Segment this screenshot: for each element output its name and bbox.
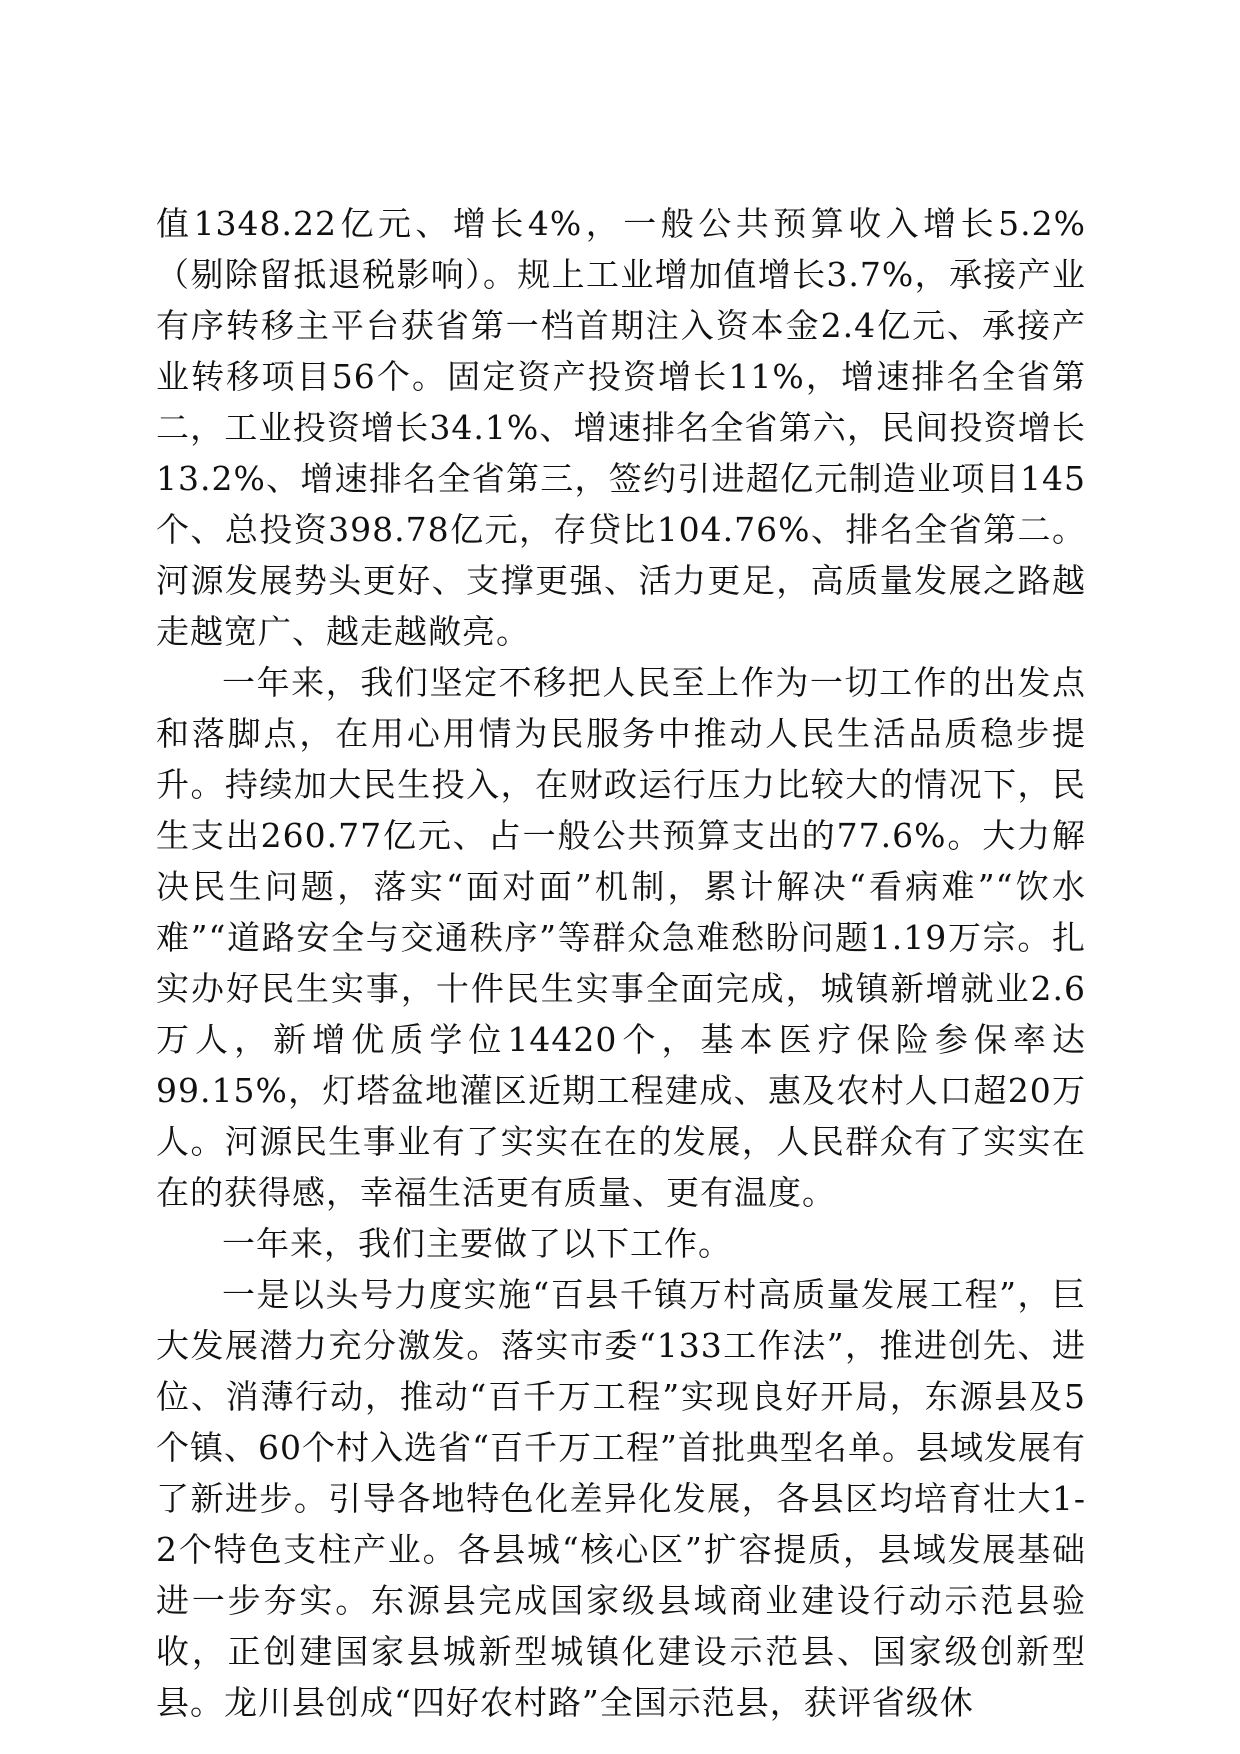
paragraph-first-task: 一是以头号力度实施“百县千镇万村高质量发展工程”，巨大发展潜力充分激发。落实市委“133工作法”，推进创先、进位、消薄行动，推动“百千万工程”实现良好开局，东源县及5个镇、60个村入选省“百千万工程”首批典型名单。县域发展有了新进步。引导各地特色化差异化发展，各县区均培育壮大1-2个特色支柱产业。各县城“核心区”扩容提质，县域发展基础进一步夯实。东源县完成国家级县域商业建设行动示范县验收，正创建国家县城新型城镇化建设示范县、国家级创新型县。龙川县创成“四好农村路”全国示范县，获评省级休 — [156, 1275, 1086, 1722]
paragraph-work-intro: 一年来，我们主要做了以下工作。 — [222, 1224, 732, 1263]
paragraph-economy-summary: 值1348.22亿元、增长4%，一般公共预算收入增长5.2%（剔除留抵退税影响）。规上工业增加值增长3.7%，承接产业有序转移主平台获省第一档首期注入资本金2.4亿元、承接产业转移项目56个。固定资产投资增长11%，增速排名全省第二，工业投资增长34.1%、增速排名全省第六，民间投资增长13.2%、增速排名全省第三，签约引进超亿元制造业项目145个、总投资398.78亿元，存贷比104.76%、排名全省第二。河源发展势头更好、支撑更强、活力更足，高质量发展之路越走越宽广、越走越敞亮。 — [156, 204, 1086, 651]
paragraph-livelihood: 一年来，我们坚定不移把人民至上作为一切工作的出发点和落脚点，在用心用情为民服务中推动人民生活品质稳步提升。持续加大民生投入，在财政运行压力比较大的情况下，民生支出260.77亿元、占一般公共预算支出的77.6%。大力解决民生问题，落实“面对面”机制，累计解决“看病难”“饮水难”“道路安全与交通秩序”等群众急难愁盼问题1.19万宗。扎实办好民生实事，十件民生实事全面完成，城镇新增就业2.6万人，新增优质学位14420个，基本医疗保险参保率达99.15%，灯塔盆地灌区近期工程建成、惠及农村人口超20万人。河源民生事业有了实实在在的发展，人民群众有了实实在在的获得感，幸福生活更有质量、更有温度。 — [156, 663, 1086, 1212]
document-body — [156, 198, 1086, 1728]
